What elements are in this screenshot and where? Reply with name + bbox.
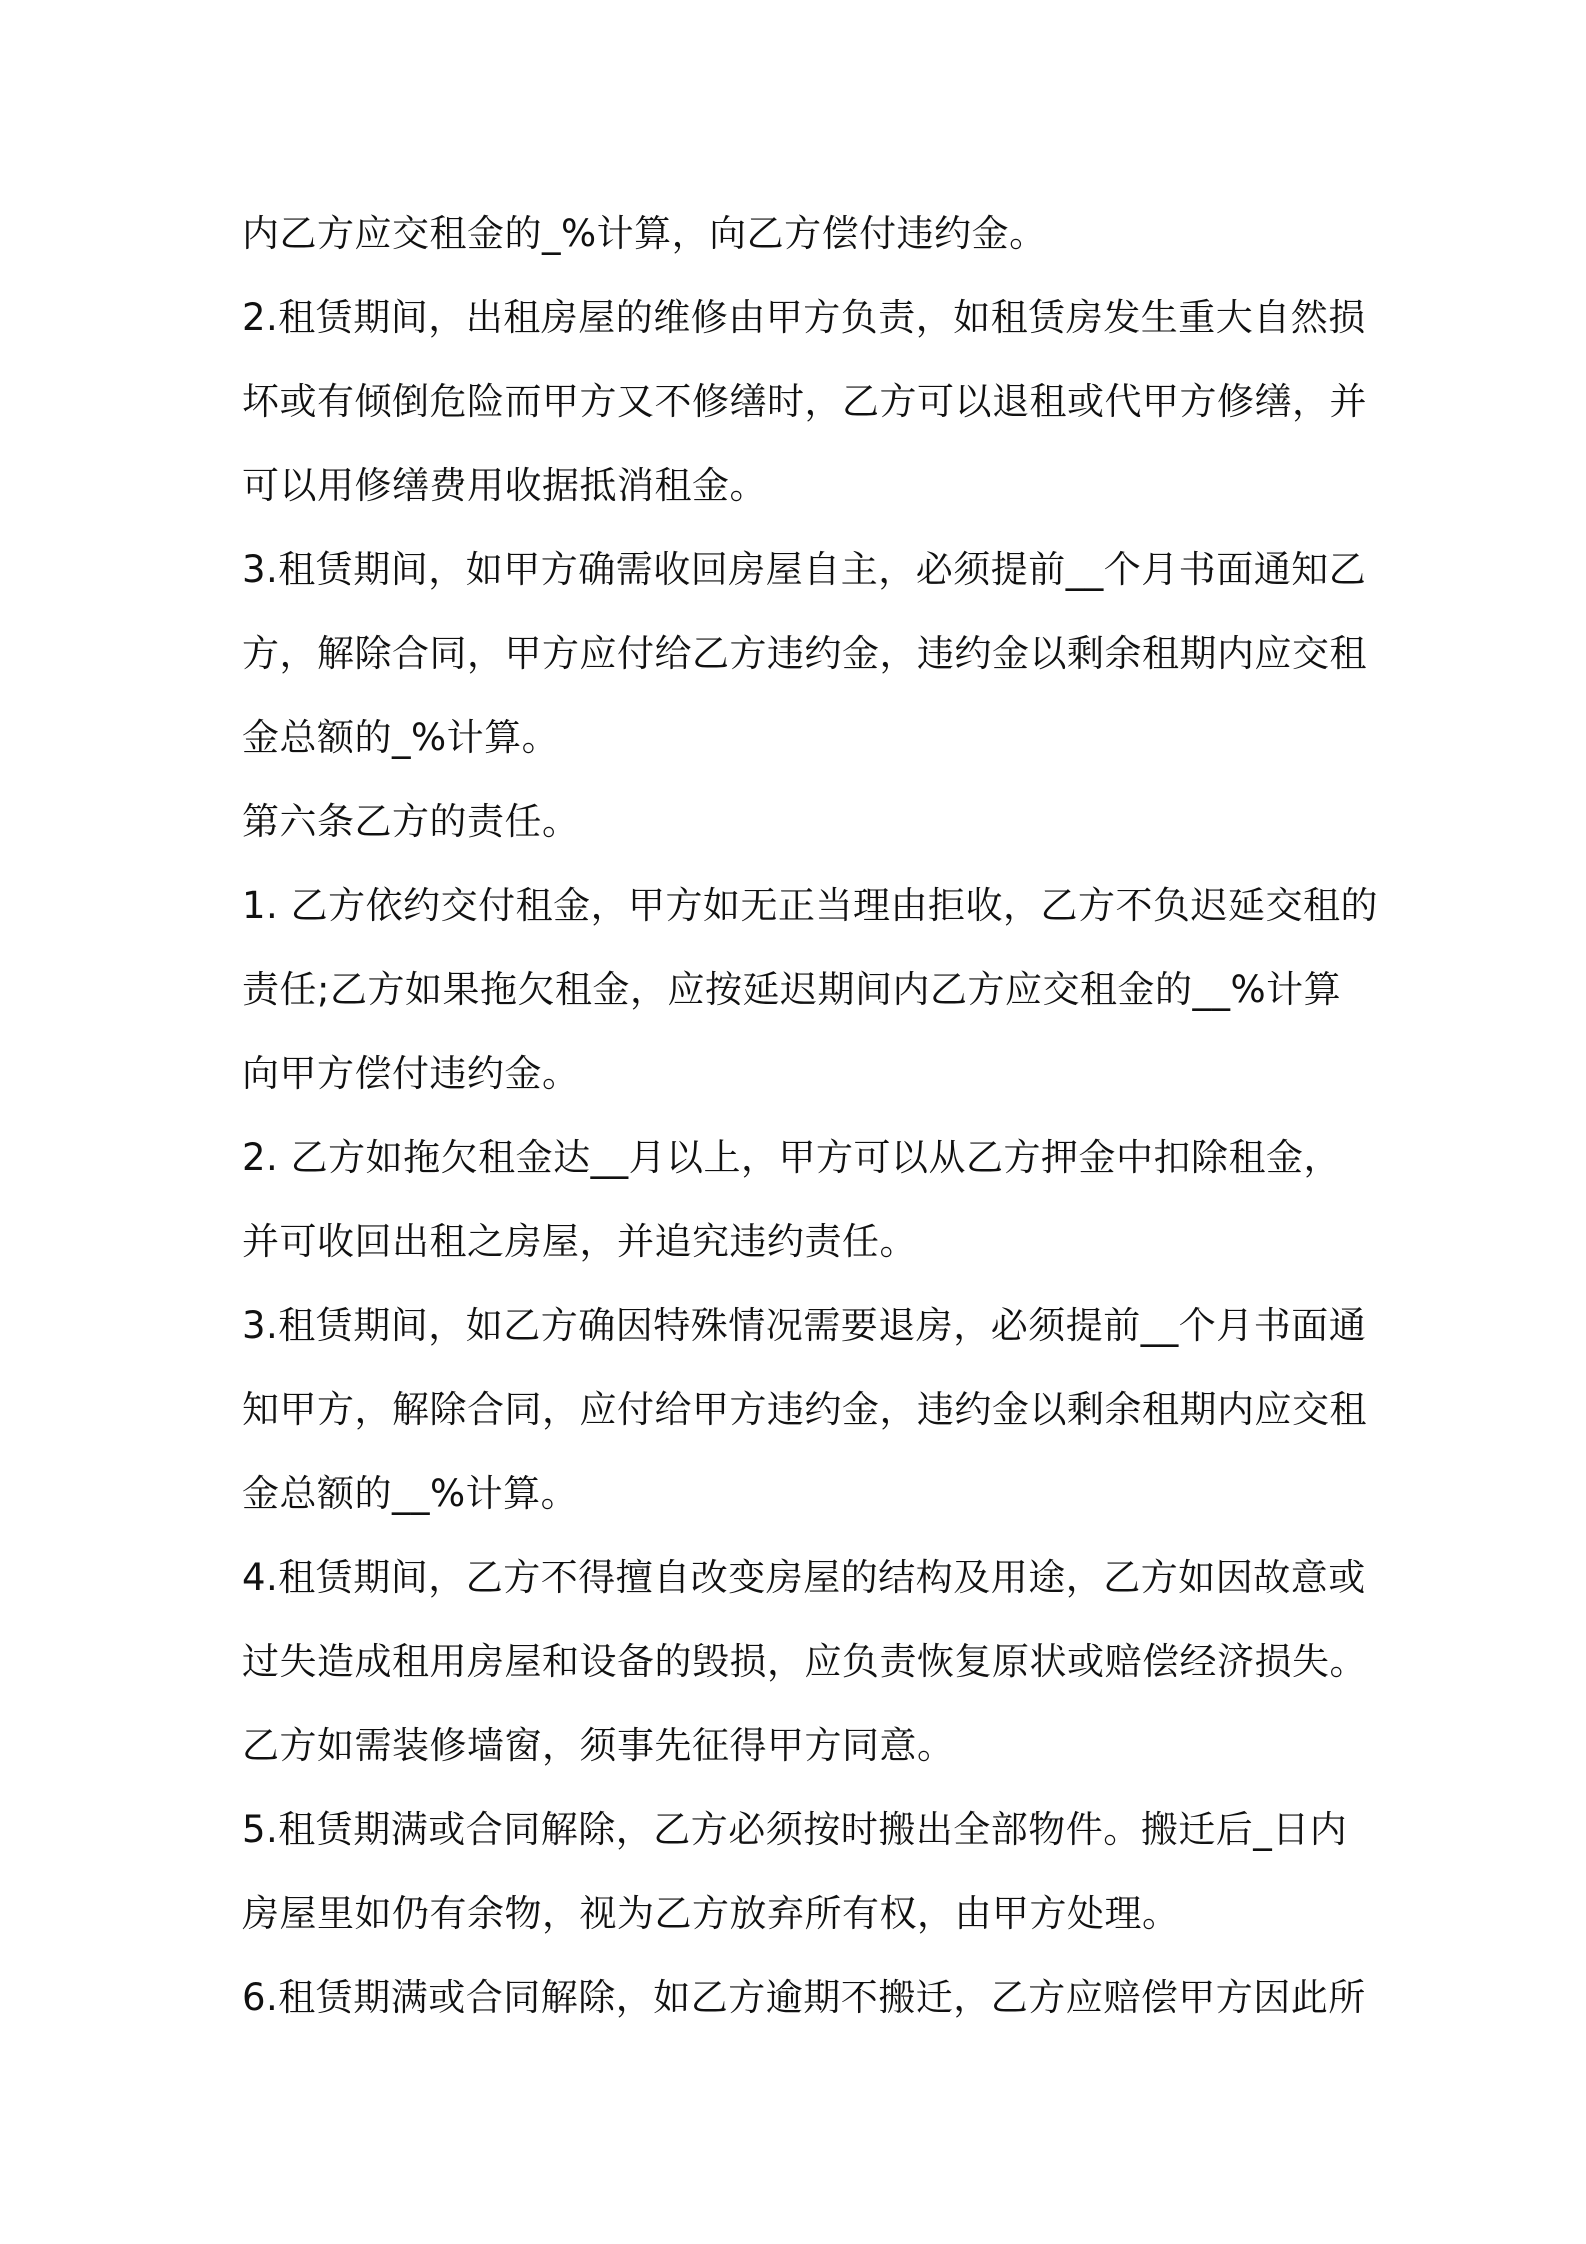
text-line: 过失造成租用房屋和设备的毁损，应负责恢复原状或赔偿经济损失。 xyxy=(242,1640,1367,1683)
text-line: 向甲方偿付违约金。 xyxy=(242,1052,580,1095)
section-heading: 第六条乙方的责任。 xyxy=(242,800,580,843)
text-line: 乙方如需装修墙窗，须事先征得甲方同意。 xyxy=(242,1724,955,1767)
text-line: 内乙方应交租金的_%计算，向乙方偿付违约金。 xyxy=(242,212,1047,255)
text-line: 1. 乙方依约交付租金，甲方如无正当理由拒收，乙方不负迟延交租的 xyxy=(242,884,1379,927)
text-line: 知甲方，解除合同，应付给甲方违约金，违约金以剩余租期内应交租 xyxy=(242,1388,1367,1431)
text-line: 2.租赁期间，出租房屋的维修由甲方负责，如租赁房发生重大自然损 xyxy=(242,296,1366,339)
text-line: 2. 乙方如拖欠租金达__月以上，甲方可以从乙方押金中扣除租金， xyxy=(242,1136,1342,1179)
text-line: 5.租赁期满或合同解除，乙方必须按时搬出全部物件。搬迁后_日内 xyxy=(242,1808,1348,1851)
text-line: 6.租赁期满或合同解除，如乙方逾期不搬迁，乙方应赔偿甲方因此所 xyxy=(242,1976,1366,2019)
text-line: 3.租赁期间，如甲方确需收回房屋自主，必须提前__个月书面通知乙 xyxy=(242,548,1367,591)
text-line: 责任;乙方如果拖欠租金，应按延迟期间内乙方应交租金的__%计算 xyxy=(242,968,1342,1011)
text-line: 4.租赁期间，乙方不得擅自改变房屋的结构及用途，乙方如因故意或 xyxy=(242,1556,1366,1599)
text-line: 坏或有倾倒危险而甲方又不修缮时，乙方可以退租或代甲方修缮，并 xyxy=(242,380,1367,423)
text-line: 金总额的__%计算。 xyxy=(242,1472,579,1515)
text-line: 3.租赁期间，如乙方确因特殊情况需要退房，必须提前__个月书面通 xyxy=(242,1304,1367,1347)
contract-text xyxy=(242,192,1379,2040)
text-line: 可以用修缮费用收据抵消租金。 xyxy=(242,464,767,507)
text-line: 房屋里如仍有余物，视为乙方放弃所有权，由甲方处理。 xyxy=(242,1892,1180,1935)
text-line: 并可收回出租之房屋，并追究违约责任。 xyxy=(242,1220,917,1263)
text-line: 方，解除合同，甲方应付给乙方违约金，违约金以剩余租期内应交租 xyxy=(242,632,1367,675)
text-line: 金总额的_%计算。 xyxy=(242,716,560,759)
